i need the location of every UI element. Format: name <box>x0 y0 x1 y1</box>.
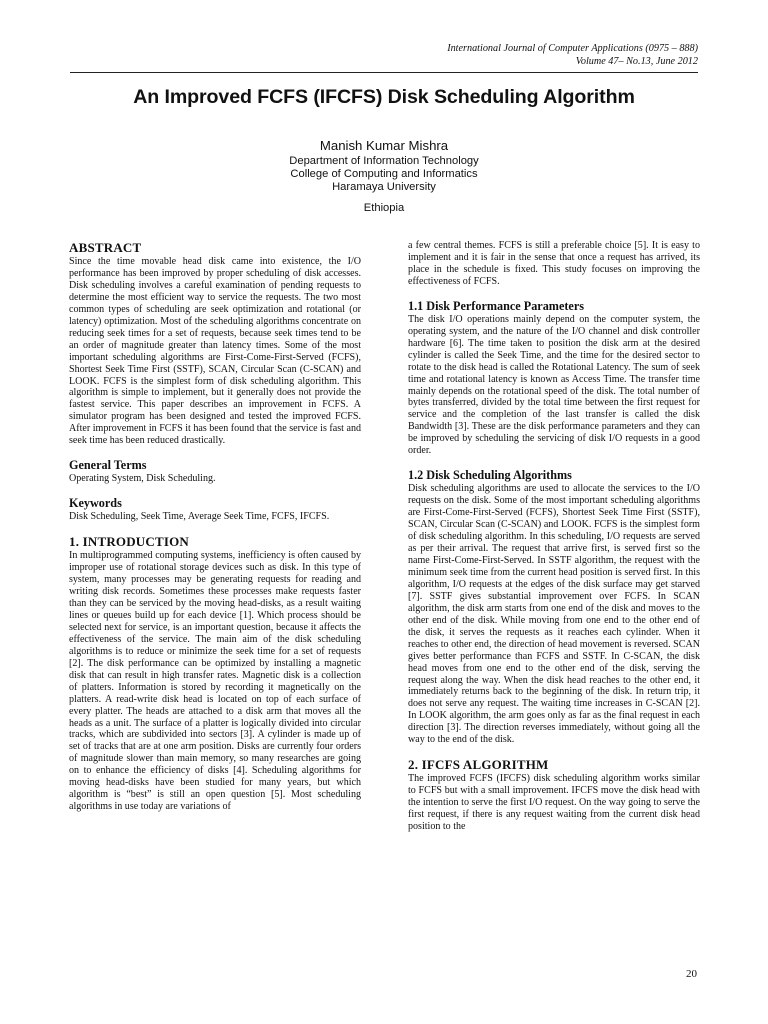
author-name: Manish Kumar Mishra <box>319 138 449 153</box>
introduction-text: In multiprogrammed computing systems, inefficiency is often caused by improper use of rotational storage devices such as disk. In this type of system, many processes may be generating requests for reading and writing disk records. Sometimes these processes make requests faster than they can be serviced by the moving head-disks, as a result waiting lines or queues build up for each device [1]. Which process should be selected next for service, is an important question, because it affects the effectiveness of the service. The main aim of the disk scheduling algorithms is to reduce or minimize the seek time for a set of requests [2]. The disk performance can be optimized by installing a magnetic disk that can result in high transfer rates. Magnetic disk is a collection of platters. Information is stored by recording it magnetically on the platters. A read-write disk head is located on top of each surface of every platter. The heads are attached to a disk arm that moves all the heads as a unit. The surface of a platter is logically divided into circular tracks, which are subdivided into sectors [3]. A cylinder is made up of set of tracks that are at one arm position. Disks are currently four orders of magnitude slower than main memory, so many researches are going on to enhance the efficiency of disks [4]. Scheduling algorithms for moving head-disks have been studied for many years, but which algorithm is “best” is still an open question [5]. Most scheduling algorithms in use today are variations of <box>69 550 361 813</box>
affiliation-university: Haramaya University <box>332 181 436 194</box>
keywords-text: Disk Scheduling, Seek Time, Average Seek Time, FCFS, IFCFS. <box>69 511 330 523</box>
section-1-2-text: Disk scheduling algorithms are used to allocate the services to the I/O requests on the disk. Some of the most important scheduling algorithms are First-Come-First-Served (FCFS), Shortest Seek Time First (SSTF), SCAN, Circular Scan (C-SCAN) and LOOK. FCFS is the simplest form of disk scheduling algorithm. In this scheduling, I/O requests are served as per their arrival. The request that arrive first, is served first so the name First-Come-First-Served. In SSTF algorithm, the request with the minimum seek time from the current head position is served first. In this algorithm, I/O requests at the edges of the disk surface may get starved [7]. SSTF gives substantial improvement over FCFS. In SCAN algorithm, the disk arm starts from one end of the disk and moves to the other end of the disk. While moving from one end to the other end of the disk, it serves the requests as it reaches each cylinder. When it reaches to other end, the direction of head movement is reversed. SCAN gives better performance than FCFS and SSTF. In C-SCAN, the disk head moves from one end to the other end of the disk, serving the request along the way. When the disk head reaches to the other end, it immediately returns back to the beginning of the disk. In return trip, it does not serve any request. The waiting time increases in C-SCAN [2]. In LOOK algorithm, the arm goes only as far as the final request in each direction [3]. The direction reverses immediately, without going all the way to the end of the disk. <box>408 483 700 746</box>
paper-title: An Improved FCFS (IFCFS) Disk Scheduling Algorithm <box>133 86 635 108</box>
general-terms-text: Operating System, Disk Scheduling. <box>69 473 216 485</box>
right-column <box>408 240 700 833</box>
introduction-heading: 1. INTRODUCTION <box>69 534 190 550</box>
abstract-heading: ABSTRACT <box>69 240 142 255</box>
section-1-1-heading: 1.1 Disk Performance Parameters <box>408 298 584 313</box>
section-1-2-heading: 1.2 Disk Scheduling Algorithms <box>408 468 572 483</box>
section-2-text: The improved FCFS (IFCFS) disk scheduling algorithm works similar to FCFS but with a small improvement. IFCFS move the disk head with the intention to serve the first I/O request. On the way going to serve the first request, if there is any request waiting from the current disk head position to the <box>408 773 700 833</box>
header-rule <box>70 72 698 73</box>
section-2-heading: 2. IFCFS ALGORITHM <box>408 757 549 773</box>
affiliation-college: College of Computing and Informatics <box>290 168 478 181</box>
affiliation-country: Ethiopia <box>363 201 405 214</box>
keywords-heading: Keywords <box>69 496 122 511</box>
journal-volume: Volume 47– No.13, June 2012 <box>575 56 698 67</box>
author-block <box>0 137 768 215</box>
affiliation-department: Department of Information Technology <box>289 155 479 167</box>
introduction-continuation: a few central themes. FCFS is still a preferable choice [5]. It is easy to implement and it is fair in the sense that once a request has arrived, its place in the schedule is fixed. This study focuses on improving the effectiveness of FCFS. <box>408 240 700 287</box>
general-terms-heading: General Terms <box>69 458 147 473</box>
journal-header <box>447 42 698 68</box>
journal-name: International Journal of Computer Applications (0975 – 888) <box>447 43 698 54</box>
abstract-text: Since the time movable head disk came into existence, the I/O performance has been improved by proper scheduling of disk accesses. Disk scheduling involves a careful examination of pending requests to determine the most efficient way to service the requests. The two most common types of scheduling are seek optimization and rotational (or latency) optimization. Most of the scheduling algorithms concentrate on reducing seek times for a set of requests, because seek times tend to be an order of magnitude greater than latency times. Some of the most important scheduling algorithms are First-Come-First-Served (FCFS), Shortest Seek Time First (SSTF), SCAN, Circular Scan (C-SCAN) and LOOK. FCFS is the simplest form of disk scheduling algorithm. This algorithm is simple to implement, but it generally does not provide the fastest service. This paper describes an improvement in FCFS. A simulator program has been designed and tested the improved FCFS. After improvement in FCFS it has been found that the service is fast and seek time has been reduced drastically. <box>69 256 361 447</box>
left-column <box>69 240 361 813</box>
section-1-1-text: The disk I/O operations mainly depend on the computer system, the operating system, and the nature of the I/O channel and disk controller hardware [6]. The time taken to position the disk arm at the desired cylinder is called the Seek Time, and the time for the desired sector to rotate to the disk head is called the Rotational Latency. The sum of seek time and rotational latency is known as Access Time. The transfer time mainly depends on the rotational speed of the disk. The total number of bytes transferred, divided by the total time between the first request for service and the completion of the last transfer is called the disk Bandwidth [3]. These are the disk performance parameters and they can be improved by scheduling the servicing of disk I/O requests in a good order. <box>408 313 700 457</box>
page-number: 20 <box>686 968 697 980</box>
